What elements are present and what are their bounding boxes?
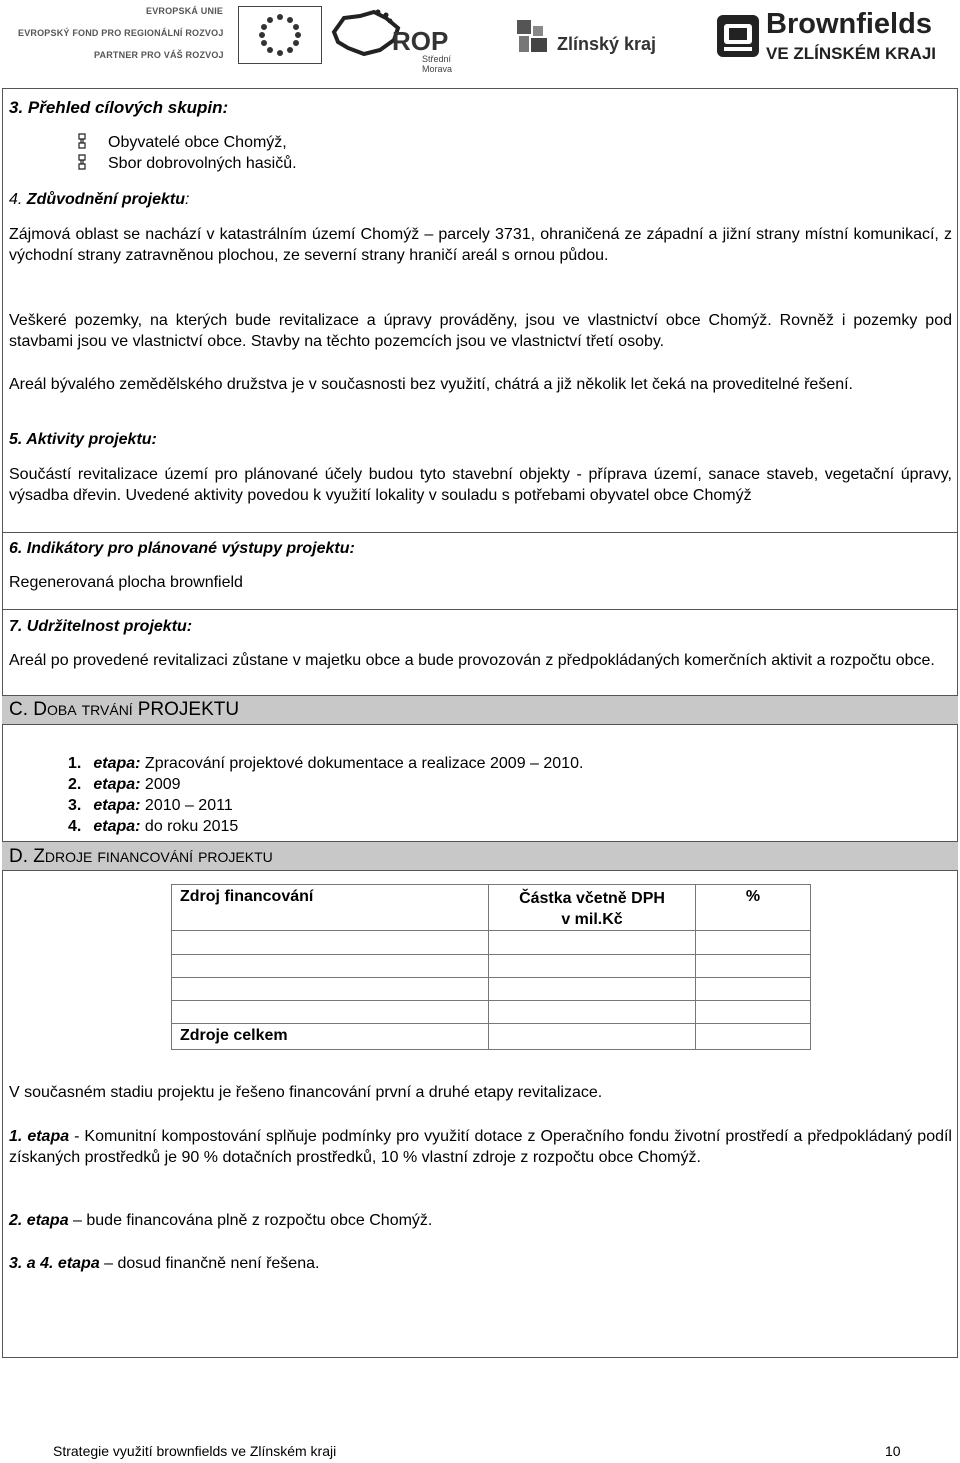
stage-label: etapa: [93,755,141,772]
rop-title: ROP [392,26,449,56]
zlin-region-name: Zlínský kraj [557,34,657,54]
section-d-word2: FINANCOVÁNÍ [97,849,194,865]
brownfields-title: Brownfields [766,8,932,40]
stage-num: 3. [68,797,82,814]
list-item: Sbor dobrovolných hasičů. [108,155,297,172]
table-row [172,931,811,955]
stage-text: do roku 2015 [144,818,239,835]
section-c-letter: C. [9,699,34,720]
page-header [0,0,960,80]
stage-item [68,753,583,774]
stage-label: etapa: [93,797,141,814]
table-header-amount [489,885,696,931]
table-cell [489,1001,696,1024]
table-cell [489,955,696,978]
stage-item [68,816,238,837]
section4-paragraph-2: Veškeré pozemky, na kterých bude revitalizace a úpravy prováděny, jsou ve vlastnictví obce Chomýž. Rovněž i pozemky pod stavbami jsou ve vlastnictví obce. Stavby na těchto pozemcích jsou ve vlastnictví třetí osoby. [9,312,952,350]
eu-fund-label: EVROPSKÝ FOND PRO REGIONÁLNÍ ROZVOJ [18,28,224,38]
table-cell [489,978,696,1001]
zlin-region-logo [515,14,665,64]
table-header-amount-line1: Částka včetně DPH [519,890,665,907]
stage-text: Zpracování projektové dokumentace a realizace 2009 – 2010. [144,755,584,772]
section-d-letter: D. [9,846,34,867]
table-header-amount-line2: v mil.Kč [561,911,623,928]
brownfields-logo [716,8,946,66]
section-d-word3: PROJEKTU [198,849,273,865]
section4-paragraph-3: Areál bývalého zemědělského družstva je v současnosti bez využití, chátrá a již několik let čeká na proveditelné řešení. [9,376,853,393]
table-cell [172,931,489,955]
stage-num: 4. [68,818,82,835]
stage-text: 2010 – 2011 [144,797,233,814]
stage2-financing [9,1210,432,1231]
stage34-label: 3. a 4. etapa [9,1255,100,1272]
section-c-word2: TRVÁNÍ [81,702,133,718]
eu-partner-label: PARTNER PRO VÁŠ ROZVOJ [94,50,224,60]
eu-flag-icon [238,6,322,64]
table-row [172,978,811,1001]
stage-num: 1. [68,755,82,772]
stage1-financing [9,1126,952,1168]
table-cell [696,955,811,978]
section-c-band [2,695,958,725]
zlin-emblem-icon [515,16,557,56]
list-item: Obyvatelé obce Chomýž, [108,134,287,151]
footer-title: Strategie využití brownfields ve Zlínském kraji [53,1443,337,1459]
table-header-percent: % [696,885,811,931]
stage2-label: 2. etapa [9,1212,69,1229]
table-cell [172,955,489,978]
table-cell [696,931,811,955]
section-d-word1: DROJE [44,849,93,865]
table-row [172,1001,811,1024]
stage-text: 2009 [144,776,181,793]
stage34-text: – dosud finančně není řešena. [99,1255,320,1272]
stage-label: etapa: [93,818,141,835]
section-c-word1-initial: D [33,699,48,720]
section3-heading: 3. Přehled cílových skupin: [9,98,229,117]
section-c-word3: PROJEKTU [137,699,240,720]
section-c-word1: OBA [47,702,77,718]
table-header-source: Zdroj financování [172,885,489,931]
table-total-label: Zdroje celkem [172,1024,489,1050]
section7-paragraph: Areál po provedené revitalizaci zůstane v majetku obce a bude provozován z předpokládaných komerčních aktivit a rozpočtu obce. [9,652,935,669]
section4-heading-text: Zdůvodnění projektu [26,191,186,208]
table-cell [172,978,489,1001]
stage-item [68,795,233,816]
bullet-icon [76,133,88,149]
stage-item [68,774,181,795]
stage1-text: - Komunitní kompostování splňuje podmínky pro využití dotace z Operačního fondu životní prostředí a předpokládaný podíl získaných prostředků je 90 % dotačních prostředků, 10 % vlastní zdroje z rozpočtu obce Chomýž. [9,1128,952,1166]
section-d-band [2,841,958,871]
section4-heading-num: 4. [9,191,27,208]
section5-paragraph: Součástí revitalizace území pro plánované účely budou tyto stavební objekty - příprava území, sanace staveb, vegetační úpravy, výsadba dřevin. Uvedené aktivity povedou k využití lokality v souladu s potřebami obyvatel obce Chomýž [9,466,952,504]
section-d-title [9,846,273,868]
rop-subtitle: Střední Morava [422,54,453,74]
table-row [172,955,811,978]
page-number: 10 [885,1443,901,1459]
table-cell [489,1024,696,1050]
stage-num: 2. [68,776,82,793]
bullet-icon [76,154,88,170]
section6-paragraph: Regenerovaná plocha brownfield [9,574,243,591]
section5-heading: 5. Aktivity projektu: [9,431,157,448]
table-total-row [172,1024,811,1050]
divider [2,532,958,533]
table-cell [489,931,696,955]
section-c-title [9,699,239,721]
table-cell [172,1001,489,1024]
section-d-word1-initial: Z [33,846,45,867]
section6-heading: 6. Indikátory pro plánované výstupy projektu: [9,540,355,557]
table-header-row [172,885,811,931]
financing-paragraph: V současném stadiu projektu je řešeno financování první a druhé etapy revitalizace. [9,1084,603,1101]
section7-heading: 7. Udržitelnost projektu: [9,618,193,635]
stage1-label: 1. etapa [9,1128,70,1145]
financing-table [171,884,811,1050]
stage-label: etapa: [93,776,141,793]
table-cell [696,1024,811,1050]
section4-heading [9,189,189,210]
eu-union-label: EVROPSKÁ UNIE [146,6,224,16]
brownfields-emblem-icon [716,14,760,58]
table-cell [696,1001,811,1024]
stage2-text: – bude financována plně z rozpočtu obce Chomýž. [68,1212,433,1229]
divider [2,609,958,610]
stage34-financing [9,1253,319,1274]
eu-fund-logo [18,6,238,64]
section4-heading-colon: : [185,191,190,208]
rop-logo [330,8,470,74]
section4-paragraph-1: Zájmová oblast se nachází v katastrálním území Chomýž – parcely 3731, ohraničená ze západní a jižní strany místní komunikací, z východní strany zatravněnou plochou, ze severní strany hraničí areál s ornou půdou. [9,226,952,264]
brownfields-subtitle: VE ZLÍNSKÉM KRAJI [766,44,937,63]
table-cell [696,978,811,1001]
